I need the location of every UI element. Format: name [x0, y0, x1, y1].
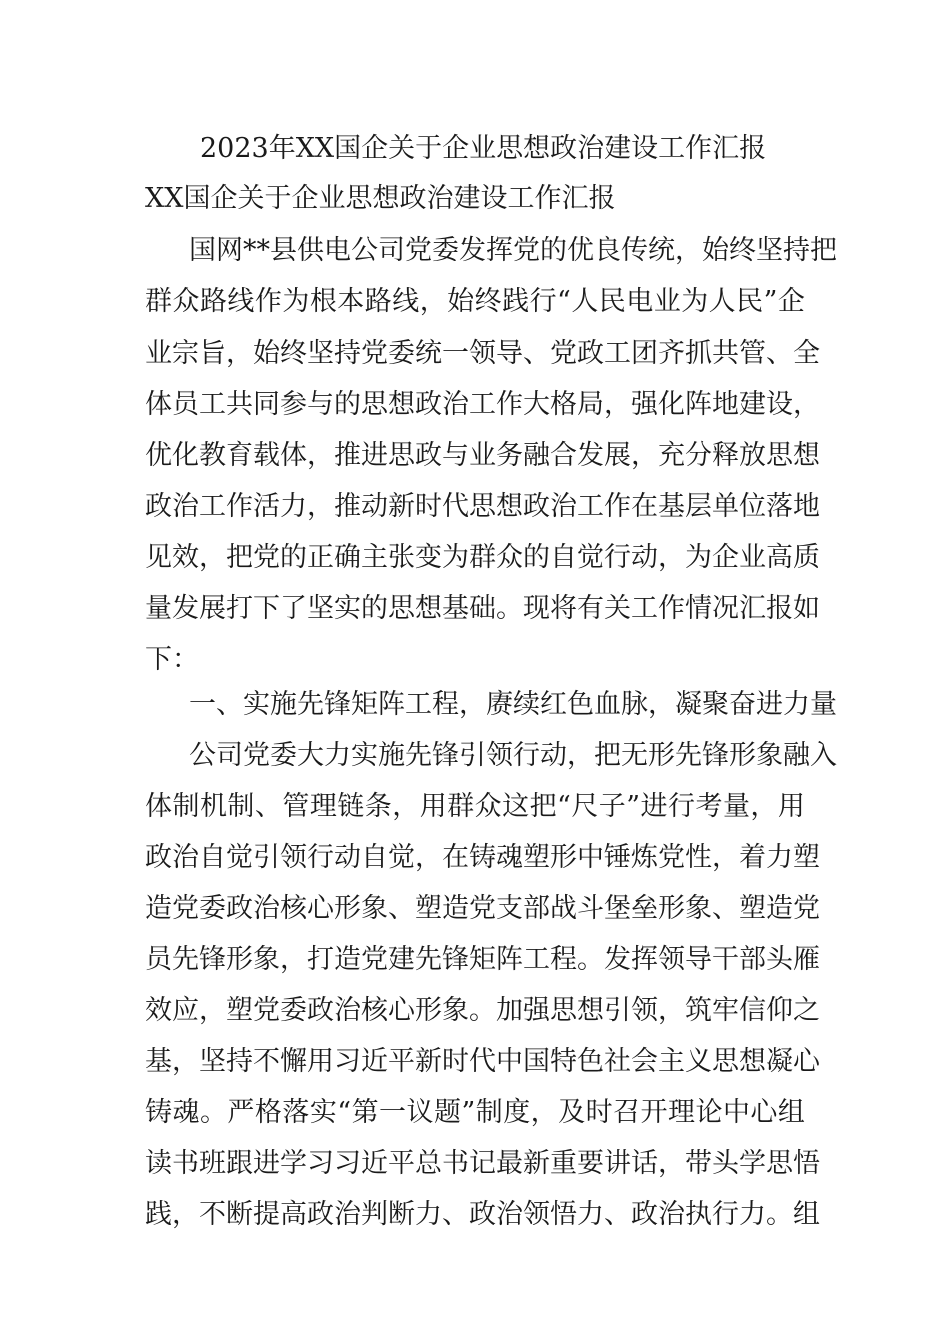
body-line: 群 众 路 线 作 为 根 本 路 线 ， 始 终 践 行 “ 人 民 电 业 为 人 民 ” 企 [145, 286, 805, 317]
body-line: 造 党 委 政 治 核 心 形 象 、 塑 造 党 支 部 战 斗 堡 垒 形 象 、 塑 造 党 [145, 893, 820, 924]
body-line: 政 治 自 觉 引 领 行 动 自 觉 ， 在 铸 魂 塑 形 中 锤 炼 党 性 ， 着 力 塑 [145, 842, 820, 873]
body-line: 下 ： [145, 644, 199, 675]
document-title: 2023年XX国企关于企业思想政治建设工作汇报 [200, 133, 767, 164]
body-line: 读 书 班 跟 进 学 习 习 近 平 总 书 记 最 新 重 要 讲 话 ， 带 头 学 思 悟 [145, 1148, 820, 1179]
body-line: 体 制 机 制 、 管 理 链 条 ， 用 群 众 这 把 “ 尺 子 ” 进 行 考 量 ， 用 [145, 791, 805, 822]
body-line: 体 员 工 共 同 参 与 的 思 想 政 治 工 作 大 格 局 ， 强 化 阵 地 建 设 ， [145, 389, 820, 420]
body-line: 公 司 党 委 大 力 实 施 先 锋 引 领 行 动 ， 把 无 形 先 锋 形 象 融 入 [189, 740, 837, 771]
body-line: 业 宗 旨 ， 始 终 坚 持 党 委 统 一 领 导 、 党 政 工 团 齐 抓 共 管 、 全 [145, 338, 820, 369]
body-line: 效 应 ， 塑 党 委 政 治 核 心 形 象 。 加 强 思 想 引 领 ， 筑 牢 信 仰 之 [145, 995, 820, 1026]
body-line: 量 发 展 打 下 了 坚 实 的 思 想 基 础 。 现 将 有 关 工 作 情 况 汇 报 如 [145, 593, 820, 624]
body-line: 国 网 * * 县 供 电 公 司 党 委 发 挥 党 的 优 良 传 统 ， 始 终 坚 持 把 [189, 235, 837, 266]
body-line: 基 ， 坚 持 不 懈 用 习 近 平 新 时 代 中 国 特 色 社 会 主 义 思 想 凝 心 [145, 1046, 820, 1077]
document-subtitle: XX国企关于企业思想政治建设工作汇报 [145, 183, 616, 214]
body-line: 政 治 工 作 活 力 ， 推 动 新 时 代 思 想 政 治 工 作 在 基 层 单 位 落 地 [145, 491, 820, 522]
body-line: 员 先 锋 形 象 ， 打 造 党 建 先 锋 矩 阵 工 程 。 发 挥 领 导 干 部 头 雁 [145, 944, 820, 975]
body-line: 优 化 教 育 载 体 ， 推 进 思 政 与 业 务 融 合 发 展 ， 充 分 释 放 思 想 [145, 440, 820, 471]
body-line: 见 效 ， 把 党 的 正 确 主 张 变 为 群 众 的 自 觉 行 动 ， 为 企 业 高 质 [145, 542, 820, 573]
body-line: 铸 魂 。 严 格 落 实 “ 第 一 议 题 ” 制 度 ， 及 时 召 开 理 论 中 心 组 [145, 1097, 805, 1128]
body-line: 践 ， 不 断 提 高 政 治 判 断 力 、 政 治 领 悟 力 、 政 治 执 行 力 。 组 [145, 1199, 820, 1230]
body-line: 一 、 实 施 先 锋 矩 阵 工 程 ， 赓 续 红 色 血 脉 ， 凝 聚 奋 进 力 量 [189, 689, 837, 720]
